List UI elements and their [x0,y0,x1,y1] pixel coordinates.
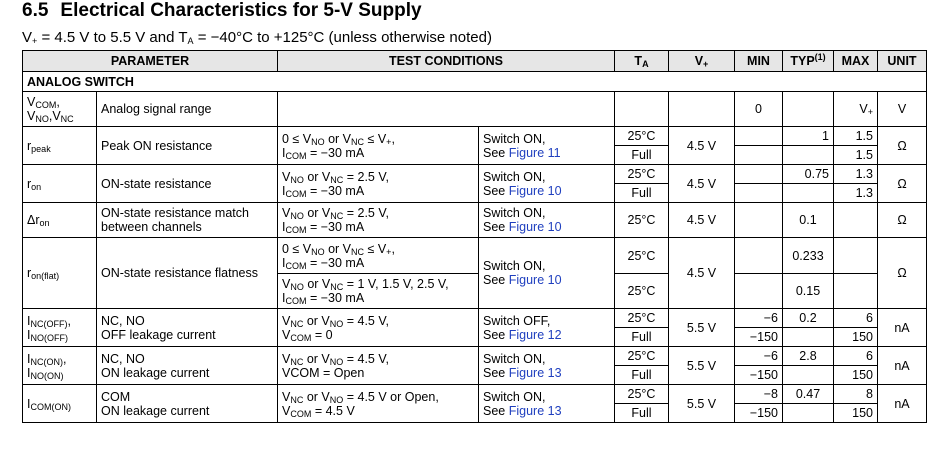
ta-cell [615,92,669,127]
cond-switch: Switch ON, [483,259,546,273]
vplus-cell: 4.5 V [669,127,735,165]
table-row [23,92,927,127]
vplus-cell: 5.5 V [669,309,735,347]
max-cell: 8 [834,385,878,404]
desc-line1: ON-state resistance match [101,206,249,220]
test-cond-1b: $V_{NO}$ or $V_{NC} = 1$ V, 1.5 V, 2.5 V, $I_{COM} = -30$ mA [278,274,479,309]
test-cond-1: $V_{NC}$ or $V_{NO} = 4.5$ V, $V_{COM} = 0$ [278,309,479,347]
ta-cell: Full [615,366,669,385]
typ-cell [783,146,834,165]
header-ta [615,51,669,72]
vplus-cell [669,92,735,127]
unit-cell: Ω [878,203,927,238]
desc-line2: ON leakage current [101,403,210,418]
figure-link[interactable]: Figure 13 [508,365,562,380]
desc-line1: NC, NO [101,351,145,366]
header-typ-note: (1) [814,51,826,62]
header-vplus-text: V [694,54,704,68]
max-cell [834,238,878,274]
test-cond-2 [479,347,615,385]
min-cell: −6 [735,309,783,328]
param-symbol: $r_{on(flat)}$ [23,238,97,309]
unit-cell: Ω [878,238,927,309]
header-parameter: PARAMETER [23,51,278,72]
header-min: MIN [735,51,783,72]
param-desc: ON-state resistance flatness [97,238,278,309]
header-max: MAX [834,51,878,72]
section-title [22,0,422,22]
param-desc [97,309,278,347]
param-desc: Analog signal range [97,92,278,127]
vplus-cell: 5.5 V [669,385,735,423]
vplus-cell: 4.5 V [669,238,735,309]
test-cond-2 [479,238,615,309]
operating-conditions [22,29,492,46]
min-cell [735,146,783,165]
section-title-text: Electrical Characteristics for 5-V Supply [60,0,422,21]
test-cond-1: $V_{NO}$ or $V_{NC} = 2.5$ V, $I_{COM} = -30$ mA [278,203,479,238]
cond-switch: Switch OFF, [483,313,551,328]
header-unit: UNIT [878,51,927,72]
min-cell: −8 [735,385,783,404]
header-vplus-sub: + [703,59,709,69]
max-cell: 1.5 [834,146,878,165]
table-row [23,203,927,238]
min-cell [735,184,783,203]
cond-see: See [483,183,509,198]
max-cell: 150 [834,404,878,423]
param-symbol: $V_{COM}$, $V_{NO},V_{NC}$ [23,92,97,127]
test-cond-2 [479,203,615,238]
param-symbol: $r_{on}$ [23,165,97,203]
ta-cell: 25°C [615,165,669,184]
figure-link[interactable]: Figure 10 [508,183,562,198]
cond-suffix: = −40°C to +125°C (unless otherwise noted) [193,29,492,46]
max-cell: 1.5 [834,127,878,146]
header-ta-sub: A [642,59,649,69]
test-cond-2 [479,309,615,347]
max-cell: 150 [834,328,878,347]
cond-see: See [483,273,509,287]
max-cell [834,274,878,309]
cond-ta-sub: A [187,36,194,46]
header-ta-text: T [634,54,643,68]
test-cond-1: $0 \le V_{NO}$ or $V_{NC} \le V_+$, $I_{COM} = -30$ mA [278,238,479,274]
min-cell [735,238,783,274]
electrical-characteristics-table [22,50,927,423]
min-cell: −150 [735,404,783,423]
cond-see: See [483,220,509,234]
cond-v-sub: + [32,36,38,46]
param-desc [97,347,278,385]
ta-cell: Full [615,146,669,165]
unit-cell: Ω [878,165,927,203]
min-cell: −150 [735,328,783,347]
table-row [23,238,927,274]
param-symbol: $r_{peak}$ [23,127,97,165]
figure-link[interactable]: Figure 10 [508,220,562,234]
unit-cell: nA [878,347,927,385]
ta-cell: 25°C [615,347,669,366]
ta-cell: Full [615,184,669,203]
test-cond-2 [479,385,615,423]
cond-see: See [483,365,509,380]
typ-cell: 0.47 [783,385,834,404]
test-cond-1: $V_{NO}$ or $V_{NC} = 2.5$ V, $I_{COM} = -30$ mA [278,165,479,203]
test-cond-1: $0 \le V_{NO}$ or $V_{NC} \le V_+$, $I_{COM} = -30$ mA [278,127,479,165]
cond-see: See [483,403,509,418]
header-test-conditions: TEST CONDITIONS [278,51,615,72]
max-v: V [859,102,868,116]
min-cell: −150 [735,366,783,385]
min-cell [735,165,783,184]
min-cell [735,274,783,309]
min-cell [735,127,783,146]
cond-switch: Switch ON, [483,169,546,184]
figure-link[interactable]: Figure 10 [508,273,562,287]
header-typ-text: TYP [790,54,815,68]
cond-switch: Switch ON, [483,351,546,366]
test-cond [278,92,615,127]
unit-cell: Ω [878,127,927,165]
param-desc: ON-state resistance [97,165,278,203]
table-row [23,347,927,366]
param-desc: Peak ON resistance [97,127,278,165]
ta-cell: 25°C [615,274,669,309]
ta-cell: 25°C [615,127,669,146]
typ-cell [783,92,834,127]
vplus-cell: 4.5 V [669,203,735,238]
table-row [23,127,927,146]
max-cell: 150 [834,366,878,385]
ta-cell: 25°C [615,385,669,404]
figure-link[interactable]: Figure 11 [508,145,561,160]
test-cond-2 [479,165,615,203]
min-cell [735,203,783,238]
vplus-cell: 5.5 V [669,347,735,385]
typ-cell: 0.75 [783,165,834,184]
max-cell: 6 [834,347,878,366]
typ-cell: 0.15 [783,274,834,309]
param-symbol: $I_{NC(ON)}$, $I_{NO(ON)}$ [23,347,97,385]
param-desc [97,385,278,423]
typ-cell: 2.8 [783,347,834,366]
desc-line1: NC, NO [101,313,145,328]
figure-link[interactable]: Figure 12 [508,327,562,342]
cond-see: See [483,327,509,342]
max-v-sub: + [867,107,873,117]
table-row [23,309,927,328]
cond-v: V [22,29,33,46]
vplus-cell: 4.5 V [669,165,735,203]
cond-switch: Switch ON, [483,131,546,146]
typ-cell [783,328,834,347]
unit-cell: nA [878,309,927,347]
ta-cell: 25°C [615,203,669,238]
group-row [23,72,927,92]
cond-see: See [483,145,509,160]
section-number: 6.5 [22,0,49,21]
typ-cell: 0.1 [783,203,834,238]
ta-cell: 25°C [615,238,669,274]
figure-link[interactable]: Figure 13 [508,403,562,418]
max-cell [834,203,878,238]
cond-mid: = 4.5 V to 5.5 V and T [37,29,188,46]
table-row [23,165,927,184]
ta-cell: 25°C [615,309,669,328]
typ-cell [783,184,834,203]
param-desc [97,203,278,238]
desc-line1: COM [101,389,131,404]
test-cond-2 [479,127,615,165]
desc-line2: OFF leakage current [101,327,216,342]
test-cond-1: $V_{NC}$ or $V_{NO} = 4.5$ V or Open, $V_{COM} = 4.5$ V [278,385,479,423]
table-row [23,385,927,404]
ta-cell: Full [615,328,669,347]
header-row [23,51,927,72]
unit-cell: V [878,92,927,127]
desc-line2: ON leakage current [101,365,210,380]
unit-cell: nA [878,385,927,423]
param-symbol: $\Delta r_{on}$ [23,203,97,238]
group-analog-switch: ANALOG SWITCH [23,72,927,92]
typ-cell [783,366,834,385]
min-cell: −6 [735,347,783,366]
cond-switch: Switch ON, [483,206,546,220]
desc-line2: between channels [101,220,202,234]
min-cell: 0 [735,92,783,127]
typ-cell [783,404,834,423]
typ-cell: 0.2 [783,309,834,328]
max-cell [834,92,878,127]
max-cell: 1.3 [834,184,878,203]
header-vplus [669,51,735,72]
ta-cell: Full [615,404,669,423]
max-cell: 6 [834,309,878,328]
typ-cell: 1 [783,127,834,146]
param-symbol: $I_{COM(ON)}$ [23,385,97,423]
param-symbol: $I_{NC(OFF)}$, $I_{NO(OFF)}$ [23,309,97,347]
test-cond-1: $V_{NC}$ or $V_{NO} = 4.5$ V, VCOM = Open [278,347,479,385]
max-cell: 1.3 [834,165,878,184]
cond-switch: Switch ON, [483,389,546,404]
typ-cell: 0.233 [783,238,834,274]
header-typ [783,51,834,72]
